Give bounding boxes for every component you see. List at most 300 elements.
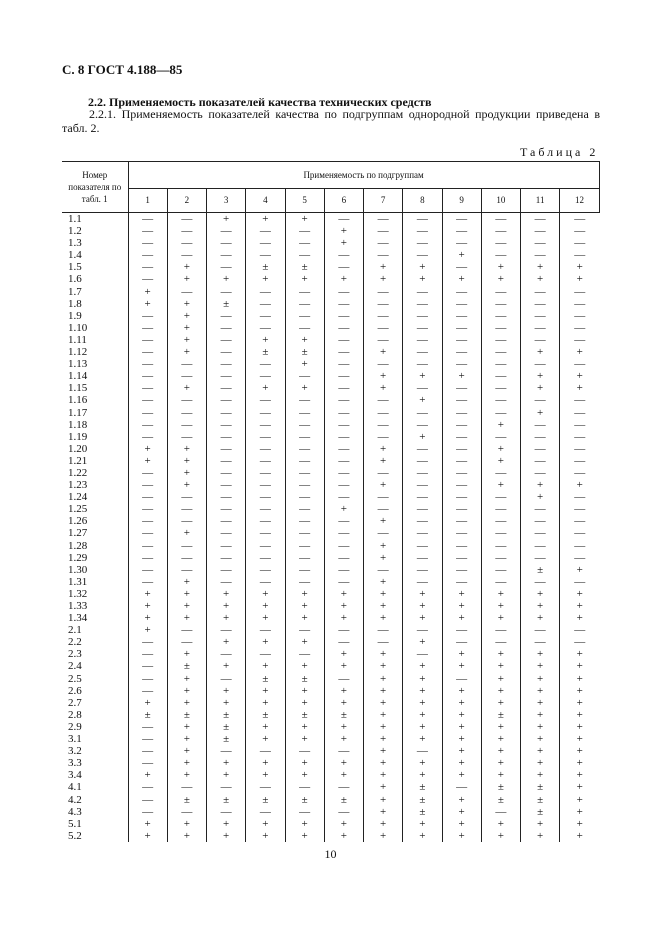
applicability-cell: — <box>285 745 324 757</box>
applicability-cell: — <box>246 515 285 527</box>
applicability-cell: — <box>167 564 206 576</box>
table-row <box>62 648 599 660</box>
indicator-number: 2.3 <box>68 648 82 661</box>
indicator-number: 2.2 <box>68 636 82 649</box>
table-row <box>62 781 599 793</box>
applicability-cell: — <box>481 298 520 310</box>
applicability-cell: — <box>207 540 246 552</box>
applicability-cell: — <box>128 407 167 419</box>
applicability-cell: — <box>246 370 285 382</box>
applicability-cell: — <box>246 237 285 249</box>
applicability-cell: — <box>246 310 285 322</box>
applicability-cell: — <box>207 467 246 479</box>
applicability-cell: — <box>364 322 403 334</box>
applicability-cell: ± <box>285 261 324 273</box>
applicability-cell: — <box>481 431 520 443</box>
column-number: 8 <box>403 188 442 212</box>
applicability-cell: — <box>324 213 363 226</box>
applicability-cell: + <box>167 443 206 455</box>
applicability-cell: — <box>246 491 285 503</box>
applicability-cell: + <box>167 757 206 769</box>
applicability-cell: ± <box>521 564 560 576</box>
applicability-cell: + <box>246 273 285 285</box>
applicability-cell: — <box>442 298 481 310</box>
applicability-cell: + <box>521 721 560 733</box>
applicability-cell: — <box>128 310 167 322</box>
applicability-cell: + <box>364 540 403 552</box>
applicability-cell: — <box>324 673 363 685</box>
applicability-cell: — <box>128 685 167 697</box>
applicability-cell: — <box>481 636 520 648</box>
applicability-cell: — <box>442 491 481 503</box>
applicability-cell: + <box>285 213 324 226</box>
applicability-cell: ± <box>324 794 363 806</box>
applicability-cell: + <box>442 612 481 624</box>
applicability-cell: — <box>246 540 285 552</box>
applicability-cell: — <box>403 249 442 261</box>
applicability-cell: — <box>246 624 285 636</box>
applicability-cell: — <box>207 370 246 382</box>
applicability-cell: — <box>128 552 167 564</box>
applicability-cell: — <box>560 334 599 346</box>
applicability-cell: ± <box>128 709 167 721</box>
applicability-cell: + <box>403 818 442 830</box>
applicability-cell: — <box>128 515 167 527</box>
indicator-number: 1.22 <box>68 466 88 479</box>
applicability-cell: — <box>403 419 442 431</box>
applicability-cell: — <box>207 479 246 491</box>
applicability-cell: + <box>442 709 481 721</box>
column-number: 9 <box>442 188 481 212</box>
applicability-cell: + <box>285 612 324 624</box>
applicability-cell: — <box>207 225 246 237</box>
applicability-cell: — <box>207 382 246 394</box>
applicability-cell: + <box>521 673 560 685</box>
applicability-cell: — <box>285 576 324 588</box>
applicability-cell: — <box>207 322 246 334</box>
applicability-cell: ± <box>207 733 246 745</box>
applicability-cell: + <box>246 334 285 346</box>
applicability-cell: — <box>246 648 285 660</box>
applicability-cell: — <box>481 576 520 588</box>
applicability-cell: — <box>481 370 520 382</box>
indicator-number: 1.27 <box>68 527 88 540</box>
applicability-cell: — <box>560 249 599 261</box>
applicability-cell: + <box>364 660 403 672</box>
applicability-cell: — <box>324 261 363 273</box>
applicability-cell: + <box>521 697 560 709</box>
applicability-cell: — <box>324 781 363 793</box>
applicability-cell: + <box>521 733 560 745</box>
applicability-cell: — <box>560 443 599 455</box>
applicability-cell: — <box>560 419 599 431</box>
applicability-cell: — <box>167 431 206 443</box>
indicator-number: 1.13 <box>68 358 88 371</box>
table-row <box>62 431 599 443</box>
applicability-cell: — <box>442 225 481 237</box>
applicability-cell: — <box>285 419 324 431</box>
applicability-cell: + <box>167 467 206 479</box>
applicability-cell: — <box>481 346 520 358</box>
applicability-cell: — <box>128 261 167 273</box>
applicability-cell: — <box>442 407 481 419</box>
applicability-cell: — <box>246 552 285 564</box>
applicability-cell: + <box>560 709 599 721</box>
applicability-cell: + <box>246 636 285 648</box>
applicability-cell: — <box>442 322 481 334</box>
applicability-cell: — <box>442 346 481 358</box>
column-number: 11 <box>521 188 560 212</box>
applicability-cell: — <box>560 358 599 370</box>
applicability-cell: + <box>442 660 481 672</box>
applicability-cell: ± <box>246 673 285 685</box>
applicability-cell: — <box>403 382 442 394</box>
indicator-number: 1.1 <box>68 213 82 225</box>
table-row <box>62 660 599 672</box>
applicability-cell: + <box>521 600 560 612</box>
table-body <box>62 213 599 842</box>
column-number: 3 <box>207 188 246 212</box>
applicability-cell: + <box>246 660 285 672</box>
applicability-cell: — <box>521 419 560 431</box>
applicability-cell: — <box>560 515 599 527</box>
applicability-cell: + <box>364 588 403 600</box>
column-number: 4 <box>246 188 285 212</box>
indicator-number: 5.1 <box>68 817 82 830</box>
applicability-cell: — <box>128 648 167 660</box>
applicability-cell: — <box>207 673 246 685</box>
applicability-cell: — <box>285 527 324 539</box>
applicability-cell: — <box>364 503 403 515</box>
applicability-cell: — <box>167 394 206 406</box>
applicability-cell: + <box>442 794 481 806</box>
applicability-cell: — <box>285 455 324 467</box>
applicability-cell: + <box>364 273 403 285</box>
applicability-cell: — <box>364 358 403 370</box>
applicability-cell: — <box>128 394 167 406</box>
applicability-cell: — <box>246 503 285 515</box>
applicability-cell: — <box>442 781 481 793</box>
applicability-cell: — <box>560 527 599 539</box>
applicability-cell: — <box>481 394 520 406</box>
applicability-cell: + <box>481 660 520 672</box>
applicability-cell: + <box>521 370 560 382</box>
applicability-cell: ± <box>285 794 324 806</box>
applicability-cell: — <box>167 370 206 382</box>
applicability-cell: + <box>364 612 403 624</box>
applicability-cell: + <box>246 769 285 781</box>
applicability-cell: — <box>364 334 403 346</box>
applicability-cell: ± <box>285 346 324 358</box>
applicability-cell: ± <box>521 781 560 793</box>
applicability-cell: + <box>521 382 560 394</box>
indicator-number: 1.29 <box>68 551 88 564</box>
applicability-cell: + <box>481 479 520 491</box>
applicability-cell: + <box>521 660 560 672</box>
table-row <box>62 636 599 648</box>
applicability-cell: + <box>403 685 442 697</box>
applicability-cell: + <box>521 407 560 419</box>
applicability-cell: + <box>442 370 481 382</box>
applicability-cell: + <box>442 769 481 781</box>
applicability-cell: + <box>167 455 206 467</box>
applicability-cell: — <box>207 503 246 515</box>
applicability-cell: — <box>442 334 481 346</box>
applicability-cell: + <box>324 237 363 249</box>
applicability-cell: — <box>364 213 403 226</box>
applicability-cell: + <box>285 660 324 672</box>
applicability-cell: — <box>560 225 599 237</box>
applicability-cell: + <box>364 733 403 745</box>
applicability-cell: — <box>167 225 206 237</box>
applicability-cell: + <box>207 769 246 781</box>
table-row <box>62 600 599 612</box>
applicability-cell: — <box>521 503 560 515</box>
applicability-cell: + <box>364 745 403 757</box>
applicability-cell: + <box>481 685 520 697</box>
applicability-cell: — <box>207 806 246 818</box>
applicability-cell: + <box>128 588 167 600</box>
applicability-cell: — <box>442 358 481 370</box>
table-row <box>62 830 599 842</box>
applicability-cell: — <box>246 443 285 455</box>
table-row <box>62 745 599 757</box>
indicator-number: 1.16 <box>68 394 88 407</box>
applicability-cell: — <box>442 515 481 527</box>
table-row <box>62 757 599 769</box>
applicability-cell: + <box>364 806 403 818</box>
applicability-cell: — <box>128 346 167 358</box>
applicability-cell: — <box>403 455 442 467</box>
applicability-cell: — <box>285 552 324 564</box>
applicability-cell: — <box>521 576 560 588</box>
table-row <box>62 213 599 226</box>
applicability-cell: — <box>167 491 206 503</box>
applicability-cell: — <box>207 334 246 346</box>
applicability-cell: + <box>128 624 167 636</box>
applicability-cell: — <box>128 370 167 382</box>
applicability-cell: — <box>128 721 167 733</box>
indicator-number: 1.21 <box>68 454 88 467</box>
applicability-cell: + <box>403 757 442 769</box>
applicability-cell: — <box>324 358 363 370</box>
applicability-cell: — <box>246 467 285 479</box>
applicability-cell: + <box>364 648 403 660</box>
applicability-cell: — <box>364 394 403 406</box>
applicability-cell: — <box>481 491 520 503</box>
applicability-cell: — <box>324 431 363 443</box>
paragraph: 2.2.1. Применяемость показателей качества по подгруппам однородной продукции приведена в табл. 2. <box>62 107 600 135</box>
applicability-cell: ± <box>481 781 520 793</box>
applicability-cell: — <box>403 576 442 588</box>
applicability-cell: + <box>324 588 363 600</box>
applicability-cell: + <box>481 673 520 685</box>
applicability-cell: + <box>403 636 442 648</box>
applicability-cell: + <box>521 588 560 600</box>
applicability-cell: + <box>207 697 246 709</box>
applicability-cell: — <box>324 552 363 564</box>
applicability-cell: + <box>285 733 324 745</box>
applicability-cell: ± <box>285 709 324 721</box>
applicability-cell: — <box>442 624 481 636</box>
applicability-cell: — <box>167 249 206 261</box>
applicability-cell: + <box>285 685 324 697</box>
applicability-cell: ± <box>285 673 324 685</box>
table-row <box>62 394 599 406</box>
indicator-number: 2.8 <box>68 708 82 721</box>
applicability-cell: + <box>128 600 167 612</box>
applicability-cell: — <box>128 479 167 491</box>
applicability-cell: + <box>324 225 363 237</box>
indicator-number: 1.14 <box>68 370 88 383</box>
applicability-cell: — <box>285 540 324 552</box>
applicability-cell: + <box>442 721 481 733</box>
applicability-cell: — <box>364 467 403 479</box>
applicability-cell: + <box>521 745 560 757</box>
applicability-cell: — <box>167 624 206 636</box>
applicability-cell: — <box>560 552 599 564</box>
applicability-cell: + <box>285 358 324 370</box>
applicability-cell: + <box>167 261 206 273</box>
indicator-number: 1.11 <box>68 333 87 346</box>
applicability-cell: + <box>364 346 403 358</box>
applicability-table <box>62 161 600 842</box>
table-row <box>62 237 599 249</box>
applicability-cell: + <box>481 273 520 285</box>
applicability-cell: — <box>285 648 324 660</box>
applicability-cell: + <box>364 455 403 467</box>
applicability-cell: — <box>521 322 560 334</box>
applicability-cell: — <box>364 431 403 443</box>
applicability-cell: + <box>364 673 403 685</box>
indicator-number: 1.31 <box>68 575 88 588</box>
applicability-cell: + <box>364 757 403 769</box>
applicability-cell: — <box>442 552 481 564</box>
applicability-cell: — <box>521 225 560 237</box>
applicability-cell: — <box>481 527 520 539</box>
indicator-number: 1.2 <box>68 225 82 238</box>
applicability-cell: + <box>246 830 285 842</box>
applicability-cell: + <box>521 612 560 624</box>
applicability-cell: — <box>403 503 442 515</box>
applicability-cell: — <box>285 394 324 406</box>
applicability-cell: + <box>167 697 206 709</box>
applicability-cell: + <box>442 600 481 612</box>
applicability-cell: + <box>324 612 363 624</box>
applicability-cell: — <box>481 503 520 515</box>
applicability-cell: + <box>560 346 599 358</box>
applicability-cell: — <box>167 515 206 527</box>
applicability-cell: + <box>481 745 520 757</box>
applicability-cell: — <box>442 382 481 394</box>
applicability-cell: ± <box>403 781 442 793</box>
applicability-cell: + <box>364 261 403 273</box>
applicability-cell: ± <box>246 709 285 721</box>
applicability-cell: ± <box>481 794 520 806</box>
applicability-cell: — <box>128 491 167 503</box>
applicability-cell: + <box>403 709 442 721</box>
applicability-cell: + <box>560 660 599 672</box>
table-caption: Таблица 2 <box>520 145 599 159</box>
applicability-cell: — <box>128 237 167 249</box>
table-row <box>62 479 599 491</box>
applicability-cell: + <box>246 733 285 745</box>
applicability-cell: — <box>442 479 481 491</box>
applicability-cell: + <box>128 818 167 830</box>
indicator-number: 1.9 <box>68 309 82 322</box>
applicability-cell: — <box>246 249 285 261</box>
table-row <box>62 286 599 298</box>
table-row <box>62 709 599 721</box>
applicability-cell: ± <box>246 261 285 273</box>
table-row <box>62 624 599 636</box>
applicability-cell: + <box>364 479 403 491</box>
applicability-cell: + <box>560 733 599 745</box>
applicability-cell: — <box>128 225 167 237</box>
applicability-cell: + <box>521 685 560 697</box>
applicability-cell: ± <box>207 298 246 310</box>
applicability-cell: — <box>560 310 599 322</box>
applicability-cell: + <box>481 818 520 830</box>
applicability-cell: — <box>521 624 560 636</box>
applicability-cell: + <box>521 769 560 781</box>
applicability-cell: + <box>285 334 324 346</box>
applicability-cell: — <box>128 781 167 793</box>
applicability-cell: — <box>481 382 520 394</box>
applicability-cell: + <box>364 781 403 793</box>
applicability-cell: + <box>207 685 246 697</box>
applicability-cell: + <box>481 600 520 612</box>
applicability-cell: — <box>364 310 403 322</box>
applicability-cell: — <box>207 648 246 660</box>
table-row <box>62 419 599 431</box>
applicability-cell: — <box>128 213 167 226</box>
column-numbers-row <box>62 188 599 212</box>
applicability-cell: — <box>285 781 324 793</box>
column-number: 1 <box>128 188 167 212</box>
applicability-cell: — <box>560 407 599 419</box>
applicability-cell: — <box>481 624 520 636</box>
applicability-cell: — <box>207 455 246 467</box>
applicability-cell: — <box>285 298 324 310</box>
applicability-cell: + <box>246 818 285 830</box>
applicability-cell: — <box>246 225 285 237</box>
applicability-cell: — <box>285 225 324 237</box>
applicability-cell: + <box>560 757 599 769</box>
applicability-cell: + <box>364 552 403 564</box>
table-row <box>62 552 599 564</box>
applicability-cell: — <box>167 806 206 818</box>
applicability-cell: — <box>167 419 206 431</box>
table-row <box>62 322 599 334</box>
table-row <box>62 564 599 576</box>
table-row <box>62 249 599 261</box>
applicability-cell: + <box>324 721 363 733</box>
table-row <box>62 769 599 781</box>
applicability-cell: — <box>403 648 442 660</box>
applicability-cell: — <box>481 358 520 370</box>
applicability-cell: — <box>403 213 442 226</box>
applicability-cell: — <box>560 237 599 249</box>
column-number: 6 <box>324 188 363 212</box>
applicability-cell: + <box>167 334 206 346</box>
indicator-number: 3.3 <box>68 757 82 770</box>
applicability-cell: — <box>128 540 167 552</box>
table-row <box>62 407 599 419</box>
table-row <box>62 346 599 358</box>
applicability-cell: — <box>481 467 520 479</box>
applicability-cell: + <box>364 818 403 830</box>
